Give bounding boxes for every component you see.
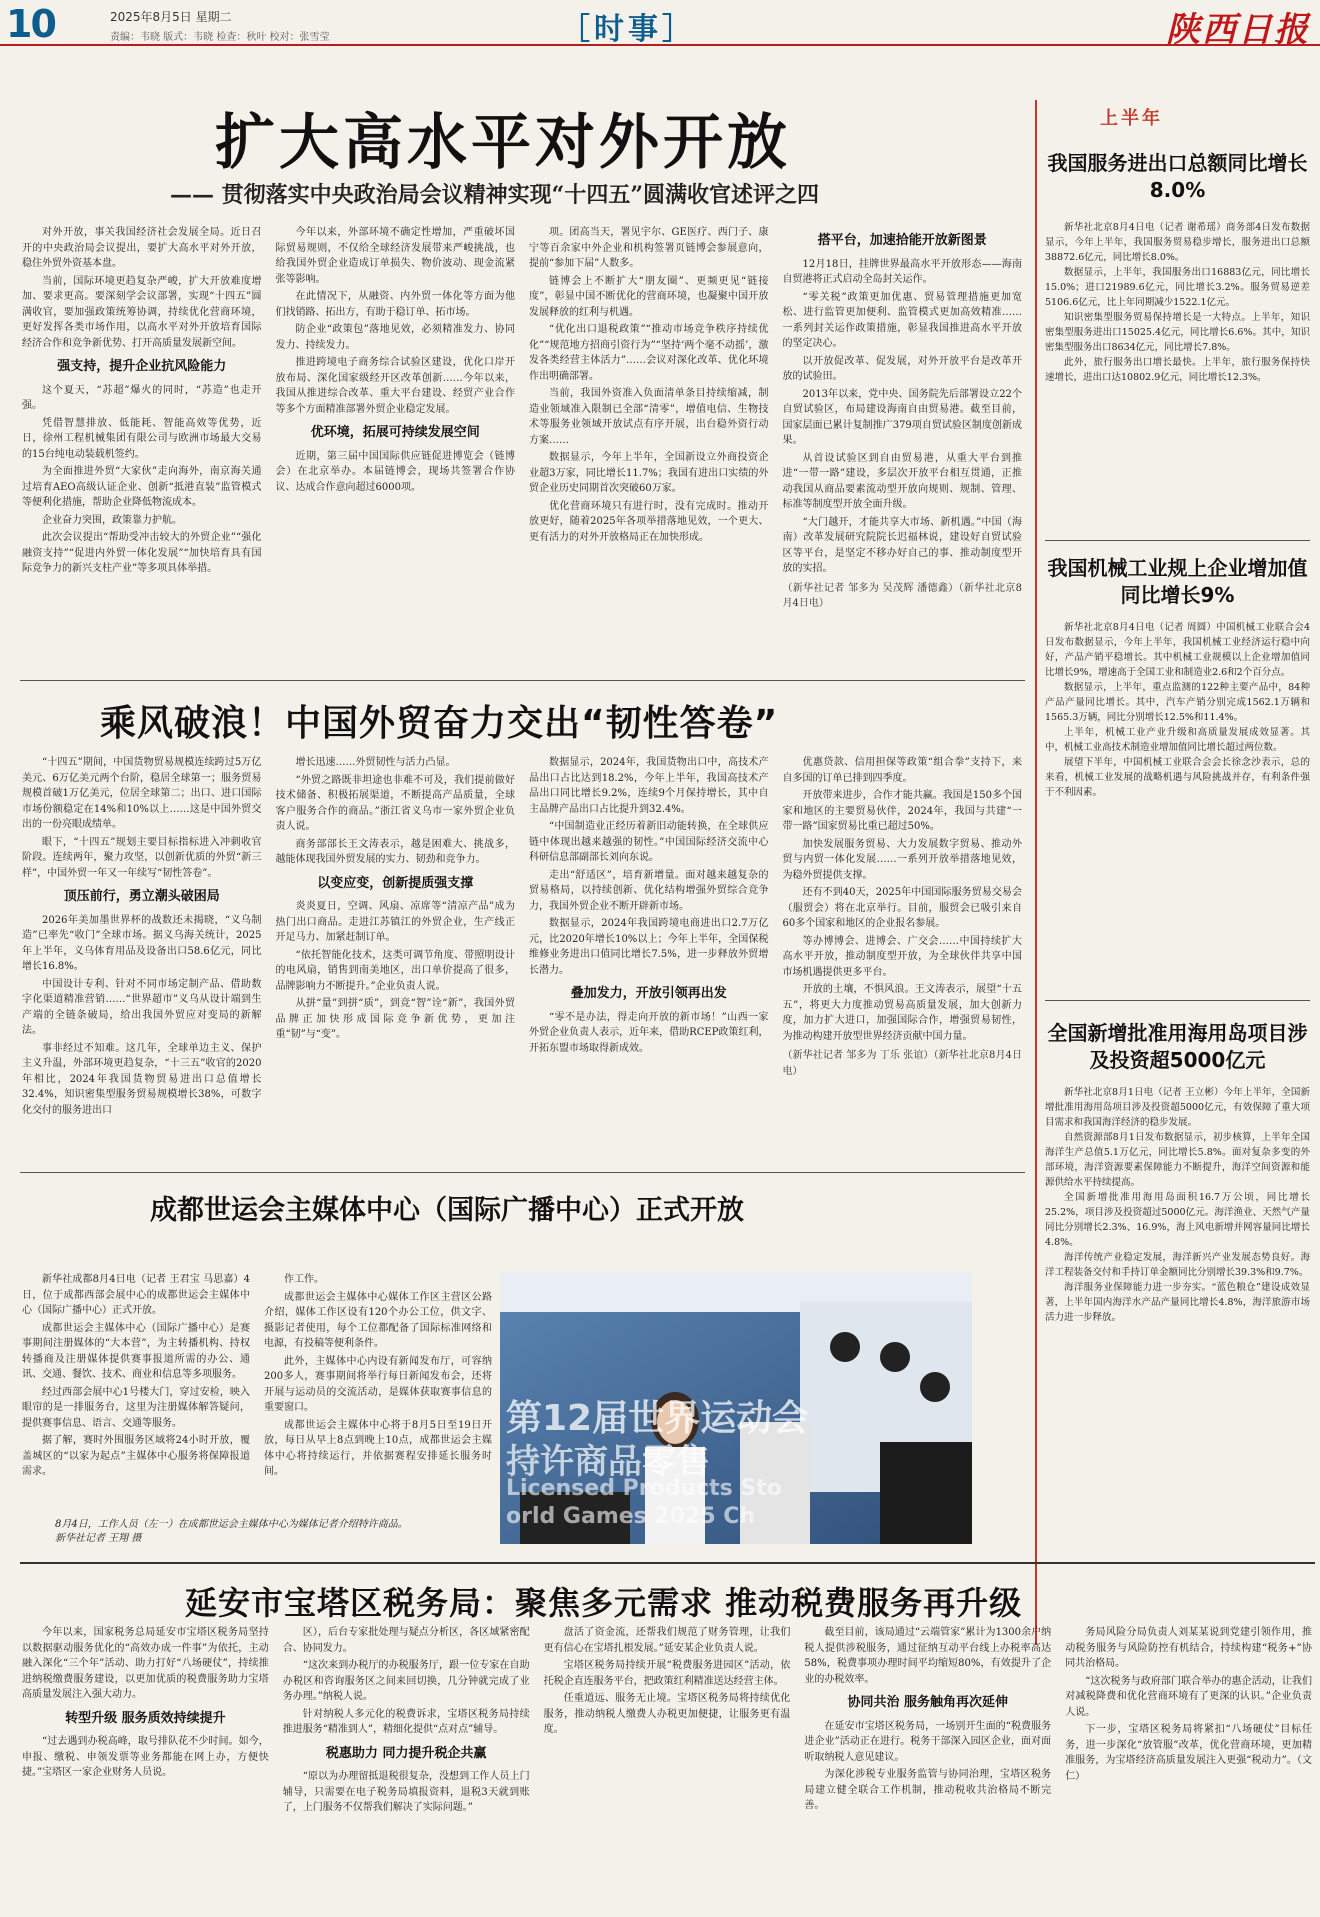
section-subhead: 优环境，拓展可持续发展空间 bbox=[310, 425, 480, 440]
byline: （新华社记者 邹多为 吴茂辉 潘德鑫）（新华社北京8月4日电） bbox=[782, 582, 1022, 609]
paragraph: 当前，国际环境更趋复杂严峻，扩大开放难度增加、要求更高。要深刻学会议部署，实现“十四五”圆满收官，要加强政策统筹协调，持续优化营商环境，更好发挥各类市场作用，以高水平对外开放培育国际经济合作和竞争新优势、打开高质量发展新空间。 bbox=[22, 275, 262, 349]
newspaper-logo: 陕西日报 bbox=[1166, 10, 1310, 50]
paragraph: 新华社北京8月4日电（记者 谢希瑶）商务部4日发布数据显示，今年上半年，我国服务贸易稳步增长，服务进出口总额38872.6亿元，同比增长8.0%。 bbox=[1045, 222, 1310, 263]
paragraph: 据了解，赛时外围服务区域将24小时开放，覆盖城区的“以家为起点”主媒体中心服务将保障报道需求。 bbox=[22, 1435, 250, 1477]
paragraph: 当前，我国外资准入负面清单条目持续缩减，制造业领域准入限制已全部“清零”，增值电信、生物技术等服务业领域开放试点有序开展，出台稳外资行动方案…… bbox=[529, 388, 769, 446]
photo-banner-text: 第12届世界运动会 bbox=[506, 1398, 809, 1439]
paragraph: 此外，主媒体中心内设有新闻发布厅，可容纳200多人，赛事期间将举行每日新闻发布会，还将开展与运动员的交流活动，是媒体获取赛事信息的重要窗口。 bbox=[264, 1355, 492, 1413]
paragraph: 还有不到40天，2025年中国国际服务贸易交易会（服贸会）将在北京举行。目前，服贸会已吸引来自60多个国家和地区的企业报名参展。 bbox=[782, 887, 1022, 929]
paragraph: 成都世运会主媒体中心媒体工作区主营区公路介绍，媒体工作区设有120个办公工位，供文字、摄影记者使用，每个工位都配备了国际标准网络和电源，有投稿等便利条件。 bbox=[264, 1291, 492, 1349]
paragraph: 以开放促改革、促发展，对外开放平台是改革开放的试验田。 bbox=[782, 355, 1022, 382]
paragraph: 自然资源部8月1日发布数据显示，初步核算，上半年全国海洋生产总值5.1万亿元，同比增长5.8%。面对复杂多变的外部环境，海洋资源要素保障能力不断提升，海洋空间资源和能源供给水平持续提高。 bbox=[1045, 1132, 1310, 1188]
brief-body bbox=[1045, 1085, 1310, 1640]
page-number: 10 bbox=[6, 2, 55, 46]
paragraph: 数据显示，今年上半年，全国新设立外商投资企业超3万家，同比增长11.7%；我国有进出口实绩的外贸企业历史同期首次突破60万家。 bbox=[529, 452, 769, 494]
photo-banner-text: orld Games 2025 Ch bbox=[506, 1504, 756, 1529]
paragraph: 2013年以来，党中央、国务院先后部署设立22个自贸试验区，布局建设海南自由贸易港。截至目前，国家层面已累计复制推广379项自贸试验区制度创新成果。 bbox=[782, 388, 1022, 446]
story-column bbox=[22, 1625, 269, 1915]
story-column bbox=[276, 755, 516, 1155]
paragraph: 数据显示，2024年，我国货物出口中，高技术产品出口占比达到18.2%，今年上半年，我国高技术产品出口同比增长9.2%，连续9个月保持增长，其中自主品牌产品出口占比提升到32.4%。 bbox=[529, 757, 769, 815]
paragraph: 成都世运会主媒体中心将于8月5日至19日开放，每日从早上8点到晚上10点，成都世运会主媒体中心将持续运行，并依据赛程安排延长服务时间。 bbox=[264, 1419, 492, 1477]
issue-date: 2025年8月5日 星期二 bbox=[110, 10, 232, 24]
paragraph: 展望下半年，中国机械工业联合会会长徐念沙表示，总的来看，机械工业发展的战略机遇与风险挑战并存，有利条件强于不利因素。 bbox=[1045, 757, 1310, 798]
story-column bbox=[22, 755, 262, 1155]
paragraph: 为深化涉税专业服务监管与协同治理，宝塔区税务局建立健全联合工作机制，推动税收共治格局不断完善。 bbox=[804, 1769, 1052, 1811]
paragraph: 此外，旅行服务出口增长最快。上半年，旅行服务保持快速增长，进出口达10802.9亿元，同比增长12.3%。 bbox=[1045, 357, 1310, 383]
story-column bbox=[264, 1272, 492, 1512]
lead-body bbox=[22, 225, 1022, 670]
divider bbox=[20, 1562, 1315, 1564]
news-photo bbox=[500, 1272, 972, 1544]
paragraph: 2026年美加墨世界杯的战数还未揭晓，“义乌制造”已率先“收门”全球市场。据义乌海关统计，2025年上半年，义乌体育用品及设备出口58.6亿元，同比增长16.8%。 bbox=[22, 914, 262, 972]
lead-column-4 bbox=[783, 225, 1023, 670]
story-column bbox=[783, 755, 1023, 1155]
paragraph: 从拼“量”到拼“质”，到竞“智”诠“新”，我国外贸品牌正加快形成国际竞争新优势，更加注重“韧”与“变”。 bbox=[275, 998, 515, 1040]
divider bbox=[20, 680, 1025, 681]
paragraph: 区），后台专家批处理与疑点分析区，各区域紧密配合、协同发力。 bbox=[282, 1627, 530, 1654]
section-subhead: 协同共治 服务触角再次延伸 bbox=[847, 1695, 1009, 1710]
paragraph: 今年以来，外部环境不确定性增加，严重破坏国际贸易规则，不仅给全球经济发展带来严峻挑战，也给我国外贸企业造成订单损失、物价波动、现金流紧张等影响。 bbox=[275, 227, 515, 285]
story-body bbox=[22, 1272, 492, 1512]
paragraph: 中国设计专利、针对不同市场定制产品、借助数字化渠道精准营销……“世界超市”义乌从设计端到生产端的全链条破局，给出我国外贸应对变局的新解法。 bbox=[22, 978, 262, 1036]
lead-headline: 扩大高水平对外开放 bbox=[215, 108, 791, 178]
paragraph: 数据显示，上半年，重点监测的122种主要产品中，84种产品产量同比增长。其中，汽车产销分别完成1562.1万辆和1565.3万辆，同比分别增长12.5%和11.4%。 bbox=[1045, 682, 1310, 723]
paragraph: 商务部部长王文涛表示，越是困难大、挑战多，越能体现我国外贸发展的实力、韧劲和竞争力。 bbox=[275, 838, 515, 865]
brief-body bbox=[1045, 220, 1310, 530]
paragraph: “零不是办法，得走向开放的新市场！”山西一家外贸企业负责人表示，近年来，借助RCEP政策红利，开拓东盟市场取得新成效。 bbox=[529, 1011, 769, 1054]
paragraph: 企业奋力突围，政策靠力护航。 bbox=[42, 514, 182, 526]
divider bbox=[1045, 540, 1310, 541]
paragraph: 数据显示，2024年我国跨境电商进出口2.7万亿元，比2020年增长10%以上；今年上半年，全国保税维修业务进出口值同比增长7.5%，进一步释放外贸增长潜力。 bbox=[529, 918, 769, 976]
paragraph: 从首设试验区到自由贸易港，从重大平台到推进“一带一路”建设，多层次开放平台相互贯通，正推动我国从商品要素流动型开放向规则、规制、管理、标准等制度型开放全面升级。 bbox=[782, 452, 1022, 510]
photo-banner-text: Licensed Products Sto bbox=[506, 1476, 782, 1501]
story-column bbox=[1065, 1625, 1312, 1915]
divider bbox=[1045, 1000, 1310, 1001]
section-subhead: 搭平台，加速拾能开放新图景 bbox=[817, 233, 987, 248]
paragraph: 海洋服务业保障能力进一步夯实。“蓝色粮仓”建设成效显著，上半年国内海洋水产品产量同比增长4.8%，海洋旅游市场活力进一步释放。 bbox=[1045, 1282, 1310, 1323]
story-column bbox=[22, 1272, 250, 1512]
paragraph: 经过西部会展中心1号楼大门，穿过安检，映入眼帘的是一排服务台，这里为注册媒体解答疑问，提供赛事信息、语言、交通等服务。 bbox=[22, 1386, 250, 1429]
paragraph: 今年以来，国家税务总局延安市宝塔区税务局坚持以数据驱动服务优化的“高效办成一件事”为依托，主动融入深化“三个年”活动、助力打好“八场硬仗”，持续推进纳税缴费服务建设，以更加优质的税费服务助力宝塔高质量发展注入强大动力。 bbox=[22, 1627, 269, 1700]
paragraph: 开放的土壤，不惧风浪。王文涛表示，展望“十五五”，将更大力度推动贸易高质量发展，加大创新力度，加力扩大进口，加强国际合作，增强贸易韧性，为推动构建开放型世界经济贡献中国力量。 bbox=[782, 984, 1022, 1042]
paragraph: 对外开放，事关我国经济社会发展全局。近日召开的中央政治局会议提出，要扩大高水平对外开放，稳住外贸外资基本盘。 bbox=[22, 227, 262, 269]
divider bbox=[20, 1172, 1025, 1173]
paragraph: 12月18日，挂牌世界最高水平开放形态——海南自贸港将正式启动全岛封关运作。 bbox=[782, 258, 1022, 285]
story-column bbox=[804, 1625, 1051, 1915]
story-column bbox=[283, 1625, 530, 1915]
section-subhead: 转型升级 服务质效持续提升 bbox=[65, 1710, 226, 1726]
section-subhead: 顶压前行，勇立潮头破困局 bbox=[63, 889, 220, 904]
paragraph: “这次税务与政府部门联合举办的惠企活动，让我们对减税降费和优化营商环境有了更深的认识。”企业负责人说。 bbox=[1065, 1675, 1312, 1718]
story-body bbox=[22, 755, 1022, 1155]
section-subhead: 叠加发力，开放引领再出发 bbox=[570, 986, 727, 1001]
paragraph: 在此情况下，从融资、内外贸一体化等方面为他们找销路、拓出方，有助于稳订单、拓市场。 bbox=[275, 291, 515, 318]
story-headline: 乘风破浪！中国外贸奋力交出“韧性答卷” bbox=[100, 703, 779, 744]
paragraph: 眼下，“十四五”规划主要目标指标进入冲刺收官阶段。连续两年，聚力攻坚，以创新优质的外贸“新三样”，中国外贸一年又一年续写“韧性答卷”。 bbox=[22, 836, 262, 879]
byline: （新华社记者 邹多为 丁乐 张谊）（新华社北京8月4日电） bbox=[782, 1050, 1022, 1077]
paragraph: 这个夏天，“苏超”爆火的同时，“苏造”也走开强。 bbox=[22, 384, 262, 411]
paragraph: 凭借智慧排放、低能耗、智能高效等优势，近日，徐州工程机械集团有限公司与欧洲市场最大交易的15台纯电动装载机签约。 bbox=[22, 417, 262, 460]
paragraph: 炎炎夏日，空调、风扇、凉席等“清凉产品”成为热门出口商品。走进江苏镇江的外贸企业，生产线正开足马力、加紧赶制订单。 bbox=[275, 901, 515, 943]
paragraph: 优惠贷款、信用担保等政策“组合拳”支持下，来自多国的订单已排到四季度。 bbox=[782, 757, 1022, 784]
story-column bbox=[529, 755, 769, 1155]
paragraph: 近期，第三届中国国际供应链促进博览会（链博会）在北京举办。本届链博会，现场共签署合作协议、达成合作意向超过6000项。 bbox=[275, 450, 515, 493]
lead-column-3 bbox=[529, 225, 769, 670]
lead-column-1 bbox=[22, 225, 262, 670]
paragraph: 项。团高当天，署见宇尔、GE医疗、西门子、康宁等百余家中外企业和机构签署页链博会参展意向，提前“参加下届”人数多。 bbox=[529, 227, 769, 269]
paragraph: 增长迅速……外贸韧性与活力凸显。 bbox=[295, 757, 456, 768]
paragraph: 知识密集型服务贸易保持增长是一大特点。上半年，知识密集型服务进出口15025.4亿元，同比增长6.6%。其中，知识密集型服务出口8634亿元，同比增长7.8%。 bbox=[1045, 312, 1310, 353]
paragraph: 数据显示，上半年，我国服务出口16883亿元，同比增长15.0%；进口21989.6亿元，同比增长3.2%。服务贸易逆差5106.6亿元，比上年同期减少1522.1亿元。 bbox=[1045, 267, 1310, 308]
paragraph: 上半年，机械工业产业升级和高质量发展成效显著。其中，机械工业高技术制造业增加值同比增长超过两位数。 bbox=[1045, 727, 1310, 753]
section-subhead: 税惠助力 同力提升税企共赢 bbox=[325, 1745, 487, 1761]
editorial-credits: 责编：韦晓 版式：韦晓 检查：秋叶 校对：张雪莹 bbox=[110, 32, 330, 43]
masthead bbox=[0, 0, 1320, 50]
section-subhead: 以变应变，创新提质强支撑 bbox=[317, 875, 474, 891]
brief-headline: 我国服务进出口总额同比增长8.0% bbox=[1047, 151, 1308, 202]
paragraph: “优化出口退税政策”“推动市场竞争秩序持续优化”“规范地方招商引资行为”“坚持‘两个毫不动摇’，激发各类经营主体活力”……会议对深化改革、优化环境作出明确部署。 bbox=[529, 324, 769, 382]
story-headline: 成都世运会主媒体中心（国际广播中心）正式开放 bbox=[150, 1195, 744, 1226]
paragraph: 推进跨境电子商务综合试验区建设，优化口岸开放布局、深化国家级经开区改革创新……今年以来，我国从推进综合改革、重大平台建设、经贸产业合作等多个方面精准部署外贸企业稳定发展。 bbox=[275, 357, 515, 415]
paragraph: “中国制造业正经历着新旧动能转换，在全球供应链中体现出越来越强的韧性。”中国国际经济交流中心科研信息部副部长刘向东说。 bbox=[529, 821, 769, 863]
paragraph: 务局风险分局负责人刘某某说到党建引领作用，推动税务服务与风险防控有机结合，持续构建“税务+”协同共治格局。 bbox=[1065, 1627, 1312, 1669]
photo-banner-text: 持许商品零售 bbox=[506, 1442, 710, 1482]
brief-body bbox=[1045, 620, 1310, 990]
paragraph: 为全面推进外贸“大家伙”走向海外，南京海关通过培育AEO高级认证企业、创新“抵港直装”监管模式等便利化措施，帮助企业降低物流成本。 bbox=[22, 466, 262, 508]
paragraph: 截至目前，该局通过“云端管家”累计为1300余户纳税人提供涉税服务，通过征纳互动平台线上办税率高达58%，税费事项办理时间平均缩短80%，有效提升了企业的办税效率。 bbox=[804, 1627, 1052, 1685]
paragraph: 加快发展服务贸易、大力发展数字贸易、推动外贸与内贸一体化发展……一系列开放举措落地见效，为稳外贸提供支撑。 bbox=[782, 838, 1022, 881]
paragraph: “依托智能化技术，这类可调节角度、带照明设计的电风扇，销售到南美地区，出口单价提高了很多，品牌影响力不断提升。”企业负责人说。 bbox=[275, 949, 515, 992]
brief-headline: 全国新增批准用海用岛项目涉及投资超5000亿元 bbox=[1047, 1021, 1308, 1072]
paragraph: 新华社成都8月4日电（记者 王君宝 马思嘉）4日，位于成都西部会展中心的成都世运会主媒体中心（国际广播中心）正式开放。 bbox=[22, 1274, 250, 1316]
paragraph: 走出“舒适区”，培育新增量。面对越来越复杂的贸易格局，以持续创新、优化结构增强外贸综合竞争力，我国外贸企业不断开辟新市场。 bbox=[529, 869, 769, 912]
paragraph: 在延安市宝塔区税务局，一场别开生面的“税费服务进企业”活动正在进行。税务干部深入园区企业，面对面听取纳税人意见建议。 bbox=[804, 1720, 1052, 1763]
paragraph: 开放带来进步，合作才能共赢。我国是150多个国家和地区的主要贸易伙伴，2024年，我国与共建“一带一路”国家贸易比重已超过50%。 bbox=[782, 790, 1022, 832]
paragraph: 事非经过不知难。这几年，全球单边主义、保护主义升温，外部环境更趋复杂，“十三五”收官的2020年相比，2024年我国货物贸易进出口总值增长32.4%，知识密集型服务贸易规模增长38%，可数字化交付的服务进出口 bbox=[22, 1042, 262, 1116]
story-body bbox=[22, 1625, 1312, 1915]
paragraph: 新华社北京8月1日电（记者 王立彬）今年上半年，全国新增批准用海用岛项目涉及投资超5000亿元，有效保障了重大项目需求和我国海洋经济的稳步发展。 bbox=[1045, 1087, 1310, 1128]
paragraph: 海洋传统产业稳定发展，海洋新兴产业发展态势良好。海洋工程装备交付和手持订单金额同比分别增长39.3%和9.7%。 bbox=[1045, 1252, 1310, 1278]
paragraph: 新华社北京8月4日电（记者 周圆）中国机械工业联合会4日发布数据显示，今年上半年，我国机械工业经济运行稳中向好，产品产销平稳增长。其中机械工业规模以上企业增加值同比增长9%，增速高于全国工业和制造业2.6和2个百分点。 bbox=[1045, 622, 1310, 678]
story-column bbox=[544, 1625, 791, 1915]
paragraph: 宝塔区税务局持续开展“税费服务进园区”活动，依托税企直连服务平台，把政策红利精准送达经营主体。 bbox=[543, 1660, 791, 1687]
paragraph: “外贸之路既非坦途也非难不可及，我们提前做好技术储备、积极拓展渠道，不断提高产品质量，全球客户服务合作的商品。”浙江省义乌市一家外贸企业负责人说。 bbox=[275, 774, 515, 832]
photo-caption bbox=[55, 1518, 475, 1546]
photo-credit: 新华社记者 王翔 摄 bbox=[55, 1533, 142, 1544]
paragraph: 全国新增批准用海用岛面积16.7万公顷，同比增长25.2%，项目涉及投资超过5000亿元。海洋渔业、天然气产量同比分别增长2.3%、16.9%，海上风电新增并网容量同比增长4.8%。 bbox=[1045, 1192, 1310, 1248]
lead-column-2 bbox=[276, 225, 516, 670]
paragraph: 下一步，宝塔区税务局将紧扣“八场硬仗”目标任务，进一步深化“放管服”改革，优化营商环境，更加精准服务，为宝塔经济高质量发展注入更强“税动力”。（文仁） bbox=[1065, 1724, 1312, 1782]
caption-text: 8月4日，工作人员（左一）在成都世运会主媒体中心为媒体记者介绍特许商品。 bbox=[55, 1519, 408, 1530]
paragraph: “这次来到办税厅的办税服务厅，跟一位专家在自助办税区和咨询服务区之间来回切换，几分钟就完成了业务办理。”纳税人说。 bbox=[282, 1660, 530, 1702]
paragraph: 盘活了资金流，还帮我们规范了财务管理，让我们更有信心在宝塔扎根发展。”延安某企业负责人说。 bbox=[543, 1627, 791, 1654]
paragraph: “大门越开，才能共享大市场、新机遇。”中国（海南）改革发展研究院院长迟福林说，建设好自贸试验区等平台，是坚定不移办好自己的事、推动制度型开放的实招。 bbox=[782, 516, 1022, 574]
paragraph: “原以为办理留抵退税很复杂，没想到工作人员上门辅导，只需要在电子税务局填报资料，退税3天就到账了，上门服务不仅帮我们解决了实际问题。” bbox=[282, 1771, 530, 1813]
paragraph: 此次会议提出“帮助受冲击较大的外贸企业”“强化融资支持”“促进内外贸一体化发展”“加快培育具有国际竞争力的新兴支柱产业”等多项具体举措。 bbox=[22, 532, 262, 574]
section-name: ［时事］ bbox=[560, 12, 696, 47]
brief-headline: 我国机械工业规上企业增加值同比增长9% bbox=[1047, 556, 1308, 607]
paragraph: 防企业“政策包”落地见效，必须精准发力、协同发力、持续发力。 bbox=[275, 324, 515, 351]
paragraph: “零关税”政策更加优惠、贸易管理措施更加宽松、进行监管更加便利、监管模式更加高效精准……一系列封关运作政策措施，彰显我国推进高水平开放的坚定决心。 bbox=[782, 291, 1022, 349]
paragraph: 等办博博会、进博会、广交会……中国持续扩大高水平开放，推动制度型开放，为全球伙伴共享中国市场机遇提供更多平台。 bbox=[782, 935, 1022, 978]
section-subhead: 强支持，提升企业抗风险能力 bbox=[57, 359, 227, 374]
paragraph: “过去遇到办税高峰，取号排队花不少时间。如今，申报、缴税、申领发票等业务都能在网上办，方便快捷。”宝塔区一家企业财务人员说。 bbox=[22, 1736, 269, 1778]
lead-subheadline: —— 贯彻落实中央政治局会议精神实现“十四五”圆满收官述评之四 bbox=[170, 182, 819, 208]
paragraph: 任重道远、服务无止境。宝塔区税务局将持续优化服务，推动纳税人缴费人办税更加便捷，让服务更有温度。 bbox=[543, 1693, 791, 1735]
sidebar-tag: 上半年 bbox=[1100, 108, 1163, 129]
paragraph: 成都世运会主媒体中心（国际广播中心）是赛事期间注册媒体的“大本营”，为主转播机构、持权转播商及注册媒体提供赛事报道所需的办公、通讯、交通、餐饮、技术、商业和信息等多项服务。 bbox=[22, 1322, 250, 1380]
paragraph: 作工作。 bbox=[284, 1274, 324, 1285]
story-headline: 延安市宝塔区税务局：聚焦多元需求 推动税费服务再升级 bbox=[185, 1584, 1023, 1622]
paragraph: 针对纳税人多元化的税费诉求，宝塔区税务局持续推进服务“精准到人”，精细化提供“点对点”辅导。 bbox=[282, 1708, 530, 1735]
paragraph: “十四五”期间，中国货物贸易规模连续跨过5万亿美元、6万亿美元两个台阶，稳居全球第一；服务贸易规模首破1万亿美元，位居全球第二；出口、进口国际市场份额稳定在14%和10%以上……这是中国外贸交出的一份亮眼成绩单。 bbox=[22, 757, 262, 830]
paragraph: 优化营商环境只有进行时，没有完成时。推动开放更好，随着2025年各项举措落地见效，一个更大、更有活力的对外开放格局正在加快形成。 bbox=[529, 500, 769, 543]
paragraph: 链博会上不断扩大“朋友圈”、更频更见“链接度”，彰显中国不断优化的营商环境，也凝聚中国开放发展释放的红利与机遇。 bbox=[529, 275, 769, 318]
